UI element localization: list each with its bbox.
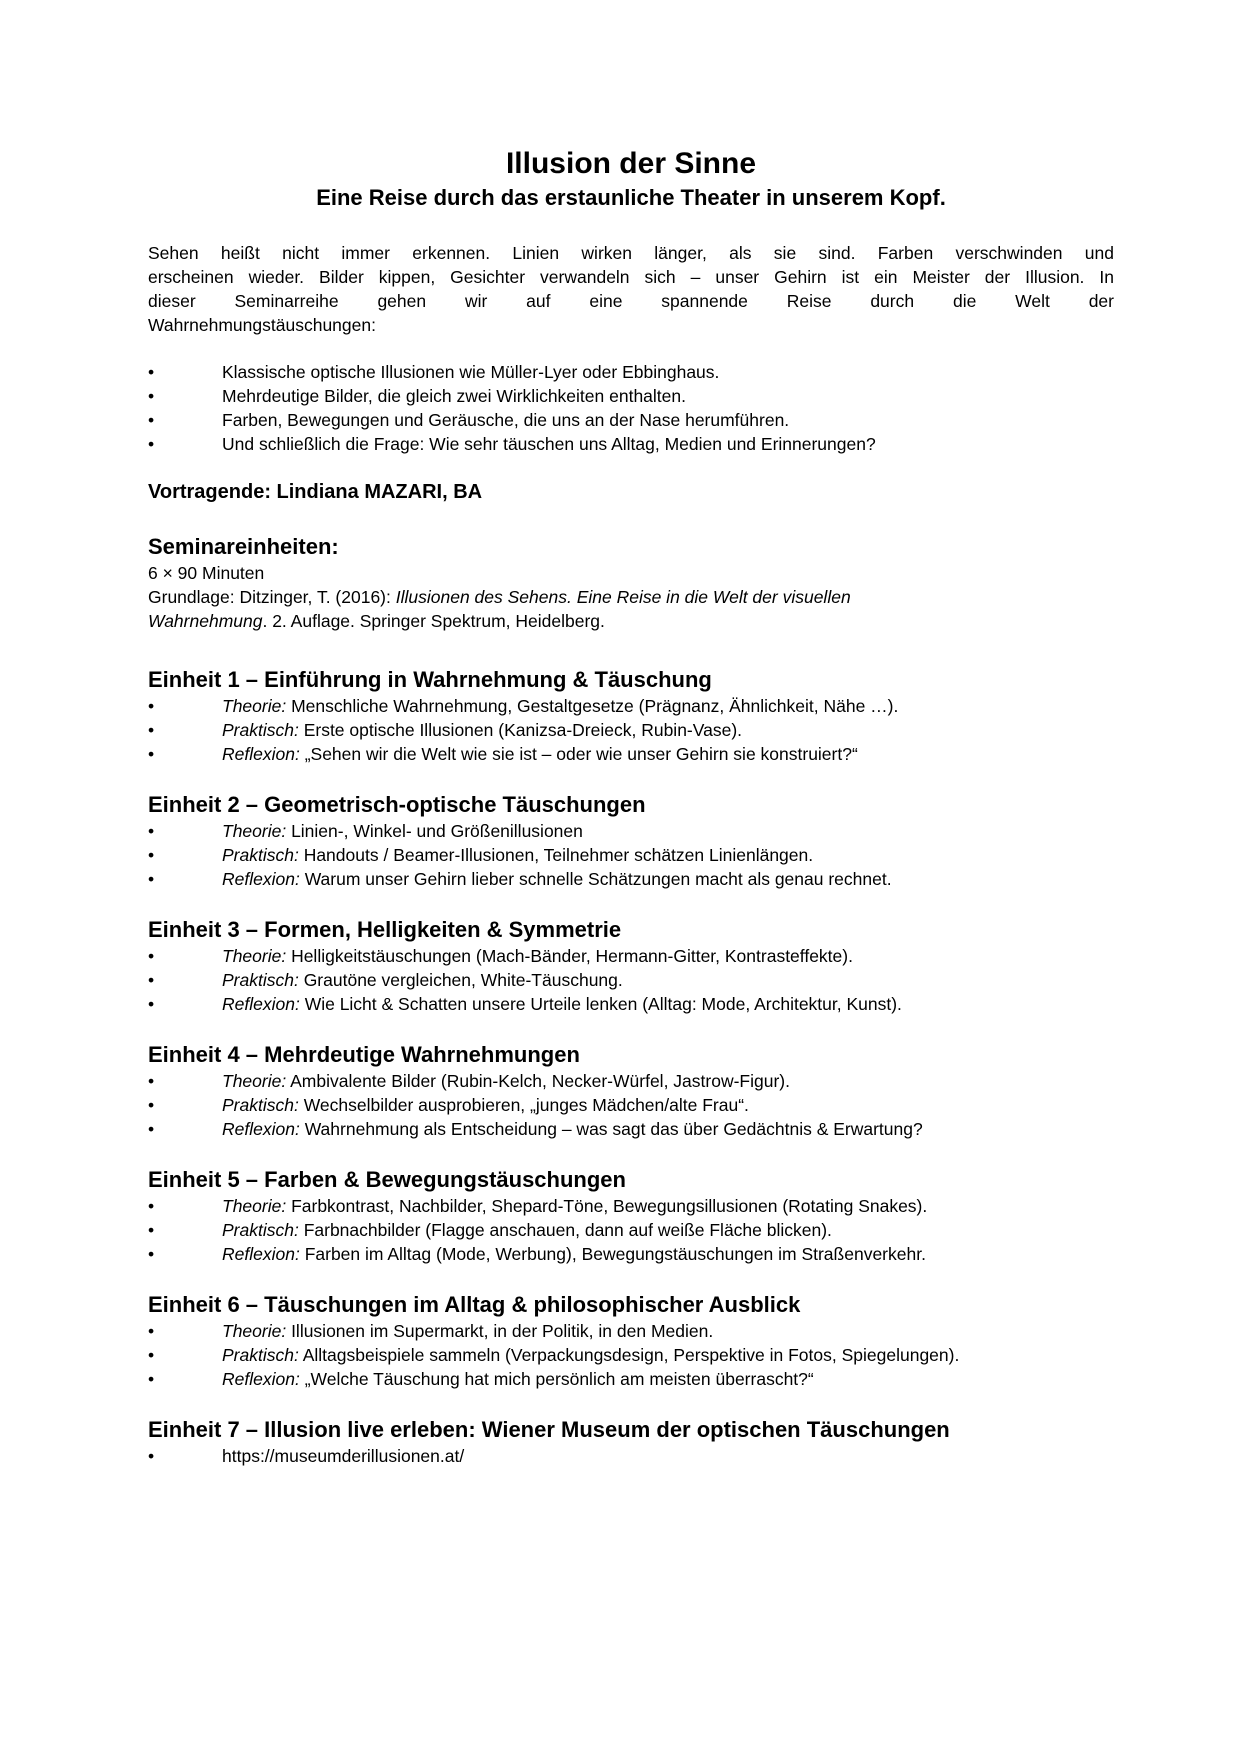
document-subtitle: Eine Reise durch das erstaunliche Theater in unserem Kopf. — [316, 185, 946, 210]
bullet-icon: • — [148, 696, 155, 716]
item-text: Farbkontrast, Nachbilder, Shepard-Töne, Bewegungsillusionen (Rotating Snakes). — [286, 1196, 928, 1216]
list-item — [148, 1444, 1114, 1468]
list-item — [148, 1367, 1114, 1391]
bullet-icon: • — [148, 821, 155, 841]
item-text: Grautöne vergleichen, White-Täuschung. — [298, 970, 623, 990]
intro-line: Sehen heißt nicht immer erkennen. Linien wirken länger, als sie sind. Farben verschwinden und — [148, 243, 1114, 263]
bullet-icon: • — [148, 1095, 155, 1115]
item-label: Praktisch: — [222, 1095, 299, 1115]
item-label: Reflexion: — [222, 1119, 300, 1139]
list-item — [148, 819, 1114, 843]
intro-line: dieser Seminarreihe gehen wir auf eine spannende Reise durch die Welt der — [148, 291, 1114, 311]
unit-heading: Einheit 2 – Geometrisch-optische Täuschungen — [148, 792, 646, 817]
item-text: Wie Licht & Schatten unsere Urteile lenken (Alltag: Mode, Architektur, Kunst). — [299, 994, 902, 1014]
item-label: Theorie: — [222, 946, 287, 966]
bullet-icon: • — [148, 869, 155, 889]
speaker-line: Vortragende: Lindiana MAZARI, BA — [148, 481, 483, 503]
basis-suffix: . 2. Auflage. Springer Spektrum, Heidelberg. — [262, 611, 605, 631]
seminar-meta — [148, 561, 1114, 633]
item-text: Menschliche Wahrnehmung, Gestaltgesetze (Prägnanz, Ähnlichkeit, Nähe …). — [286, 696, 899, 716]
unit-bullet-list — [148, 694, 1114, 766]
list-item — [148, 408, 1114, 432]
list-item — [148, 1319, 1114, 1343]
bullet-icon: • — [148, 970, 155, 990]
list-item — [148, 1117, 1114, 1141]
unit-bullet-list — [148, 819, 1114, 891]
bullet-icon: • — [148, 1071, 155, 1091]
item-text: Illusionen im Supermarkt, in der Politik, in den Medien. — [286, 1321, 714, 1341]
list-item — [148, 1069, 1114, 1093]
list-item — [148, 742, 1114, 766]
item-label: Theorie: — [222, 1071, 287, 1091]
list-item — [148, 432, 1114, 456]
list-item — [148, 944, 1114, 968]
intro-bullet-list — [148, 360, 1114, 456]
unit-5 — [148, 1166, 1114, 1266]
item-text: Wechselbilder ausprobieren, „junges Mädchen/alte Frau“. — [298, 1095, 749, 1115]
document-title: Illusion der Sinne — [505, 147, 757, 180]
list-item — [148, 360, 1114, 384]
unit-1 — [148, 666, 1114, 766]
item-text: Warum unser Gehirn lieber schnelle Schätzungen macht als genau rechnet. — [299, 869, 892, 889]
unit-heading: Einheit 1 – Einführung in Wahrnehmung & Täuschung — [148, 667, 712, 692]
list-item — [148, 992, 1114, 1016]
list-item — [148, 718, 1114, 742]
list-item — [148, 1218, 1114, 1242]
item-label: Reflexion: — [222, 1369, 300, 1389]
item-text: Farbnachbilder (Flagge anschauen, dann auf weiße Fläche blicken). — [298, 1220, 832, 1240]
item-text: Farben im Alltag (Mode, Werbung), Bewegungstäuschungen im Straßenverkehr. — [299, 1244, 926, 1264]
unit-bullet-list — [148, 1444, 1114, 1468]
seminar-basis — [148, 585, 1114, 633]
list-item — [148, 1242, 1114, 1266]
intro-line: erscheinen wieder. Bilder kippen, Gesichter verwandeln sich – unser Gehirn ist ein Meister der Illusion. In — [148, 267, 1114, 287]
item-text: Helligkeitstäuschungen (Mach-Bänder, Hermann-Gitter, Kontrasteffekte). — [286, 946, 853, 966]
unit-heading: Einheit 4 – Mehrdeutige Wahrnehmungen — [148, 1042, 580, 1067]
item-label: Praktisch: — [222, 970, 299, 990]
unit-4 — [148, 1041, 1114, 1141]
unit-6 — [148, 1291, 1114, 1391]
item-label: Praktisch: — [222, 1220, 299, 1240]
basis-prefix: Grundlage: Ditzinger, T. (2016): — [148, 587, 396, 607]
bullet-icon: • — [148, 362, 155, 382]
item-text: Handouts / Beamer-Illusionen, Teilnehmer schätzen Linienlängen. — [298, 845, 814, 865]
intro-paragraph — [148, 241, 1114, 337]
bullet-icon: • — [148, 434, 155, 454]
unit-heading: Einheit 6 – Täuschungen im Alltag & philosophischer Ausblick — [148, 1292, 801, 1317]
unit-heading: Einheit 5 – Farben & Bewegungstäuschungen — [148, 1167, 626, 1192]
bullet-icon: • — [148, 1321, 155, 1341]
bullet-icon: • — [148, 946, 155, 966]
unit-heading: Einheit 3 – Formen, Helligkeiten & Symmetrie — [148, 917, 622, 942]
bullet-icon: • — [148, 720, 155, 740]
item-label: Reflexion: — [222, 744, 300, 764]
item-label: Praktisch: — [222, 1345, 299, 1365]
basis-title: Illusionen des Sehens. Eine Reise in die Welt der visuellen — [395, 587, 851, 607]
list-item — [148, 1194, 1114, 1218]
item-text: „Welche Täuschung hat mich persönlich am meisten überrascht?“ — [299, 1369, 814, 1389]
item-label: Praktisch: — [222, 845, 299, 865]
item-label: Theorie: — [222, 696, 287, 716]
bullet-icon: • — [148, 410, 155, 430]
list-item — [148, 694, 1114, 718]
seminar-duration: 6 × 90 Minuten — [148, 563, 265, 583]
list-item — [148, 843, 1114, 867]
bullet-icon: • — [148, 1196, 155, 1216]
bullet-icon: • — [148, 845, 155, 865]
item-text: Alltagsbeispiele sammeln (Verpackungsdesign, Perspektive in Fotos, Spiegelungen). — [298, 1345, 960, 1365]
item-label: Theorie: — [222, 821, 287, 841]
unit-heading: Einheit 7 – Illusion live erleben: Wiener Museum der optischen Täuschungen — [148, 1417, 950, 1442]
bullet-icon: • — [148, 994, 155, 1014]
list-item — [148, 867, 1114, 891]
item-text: Linien-, Winkel- und Größenillusionen — [286, 821, 583, 841]
unit-bullet-list — [148, 1194, 1114, 1266]
item-label: Reflexion: — [222, 869, 300, 889]
item-text: „Sehen wir die Welt wie sie ist – oder wie unser Gehirn sie konstruiert?“ — [299, 744, 858, 764]
list-item — [148, 384, 1114, 408]
item-label: Theorie: — [222, 1196, 287, 1216]
bullet-icon: • — [148, 1369, 155, 1389]
seminar-heading: Seminareinheiten: — [148, 534, 339, 559]
item-label: Reflexion: — [222, 1244, 300, 1264]
item-label: Praktisch: — [222, 720, 299, 740]
unit-bullet-list — [148, 1069, 1114, 1141]
unit-7 — [148, 1416, 1114, 1468]
list-item-text: Mehrdeutige Bilder, die gleich zwei Wirklichkeiten enthalten. — [222, 386, 686, 406]
unit-bullet-list — [148, 1319, 1114, 1391]
item-text: Ambivalente Bilder (Rubin-Kelch, Necker-Würfel, Jastrow-Figur). — [286, 1071, 790, 1091]
bullet-icon: • — [148, 1345, 155, 1365]
bullet-icon: • — [148, 1446, 155, 1466]
bullet-icon: • — [148, 1119, 155, 1139]
list-item — [148, 1093, 1114, 1117]
unit-3 — [148, 916, 1114, 1016]
list-item-text: Farben, Bewegungen und Geräusche, die uns an der Nase herumführen. — [222, 410, 790, 430]
bullet-icon: • — [148, 1244, 155, 1264]
list-item-text: Klassische optische Illusionen wie Müller-Lyer oder Ebbinghaus. — [222, 362, 720, 382]
item-label: Reflexion: — [222, 994, 300, 1014]
bullet-icon: • — [148, 386, 155, 406]
item-label: Theorie: — [222, 1321, 287, 1341]
bullet-icon: • — [148, 744, 155, 764]
unit-bullet-list — [148, 944, 1114, 1016]
list-item — [148, 968, 1114, 992]
unit-2 — [148, 791, 1114, 891]
museum-link[interactable]: https://museumderillusionen.at/ — [222, 1446, 465, 1466]
basis-title-cont: Wahrnehmung — [148, 611, 263, 631]
list-item-text: Und schließlich die Frage: Wie sehr täuschen uns Alltag, Medien und Erinnerungen? — [222, 434, 876, 454]
bullet-icon: • — [148, 1220, 155, 1240]
intro-line: Wahrnehmungstäuschungen: — [148, 315, 376, 335]
item-text: Erste optische Illusionen (Kanizsa-Dreieck, Rubin-Vase). — [298, 720, 743, 740]
item-text: Wahrnehmung als Entscheidung – was sagt das über Gedächtnis & Erwartung? — [299, 1119, 923, 1139]
list-item — [148, 1343, 1114, 1367]
